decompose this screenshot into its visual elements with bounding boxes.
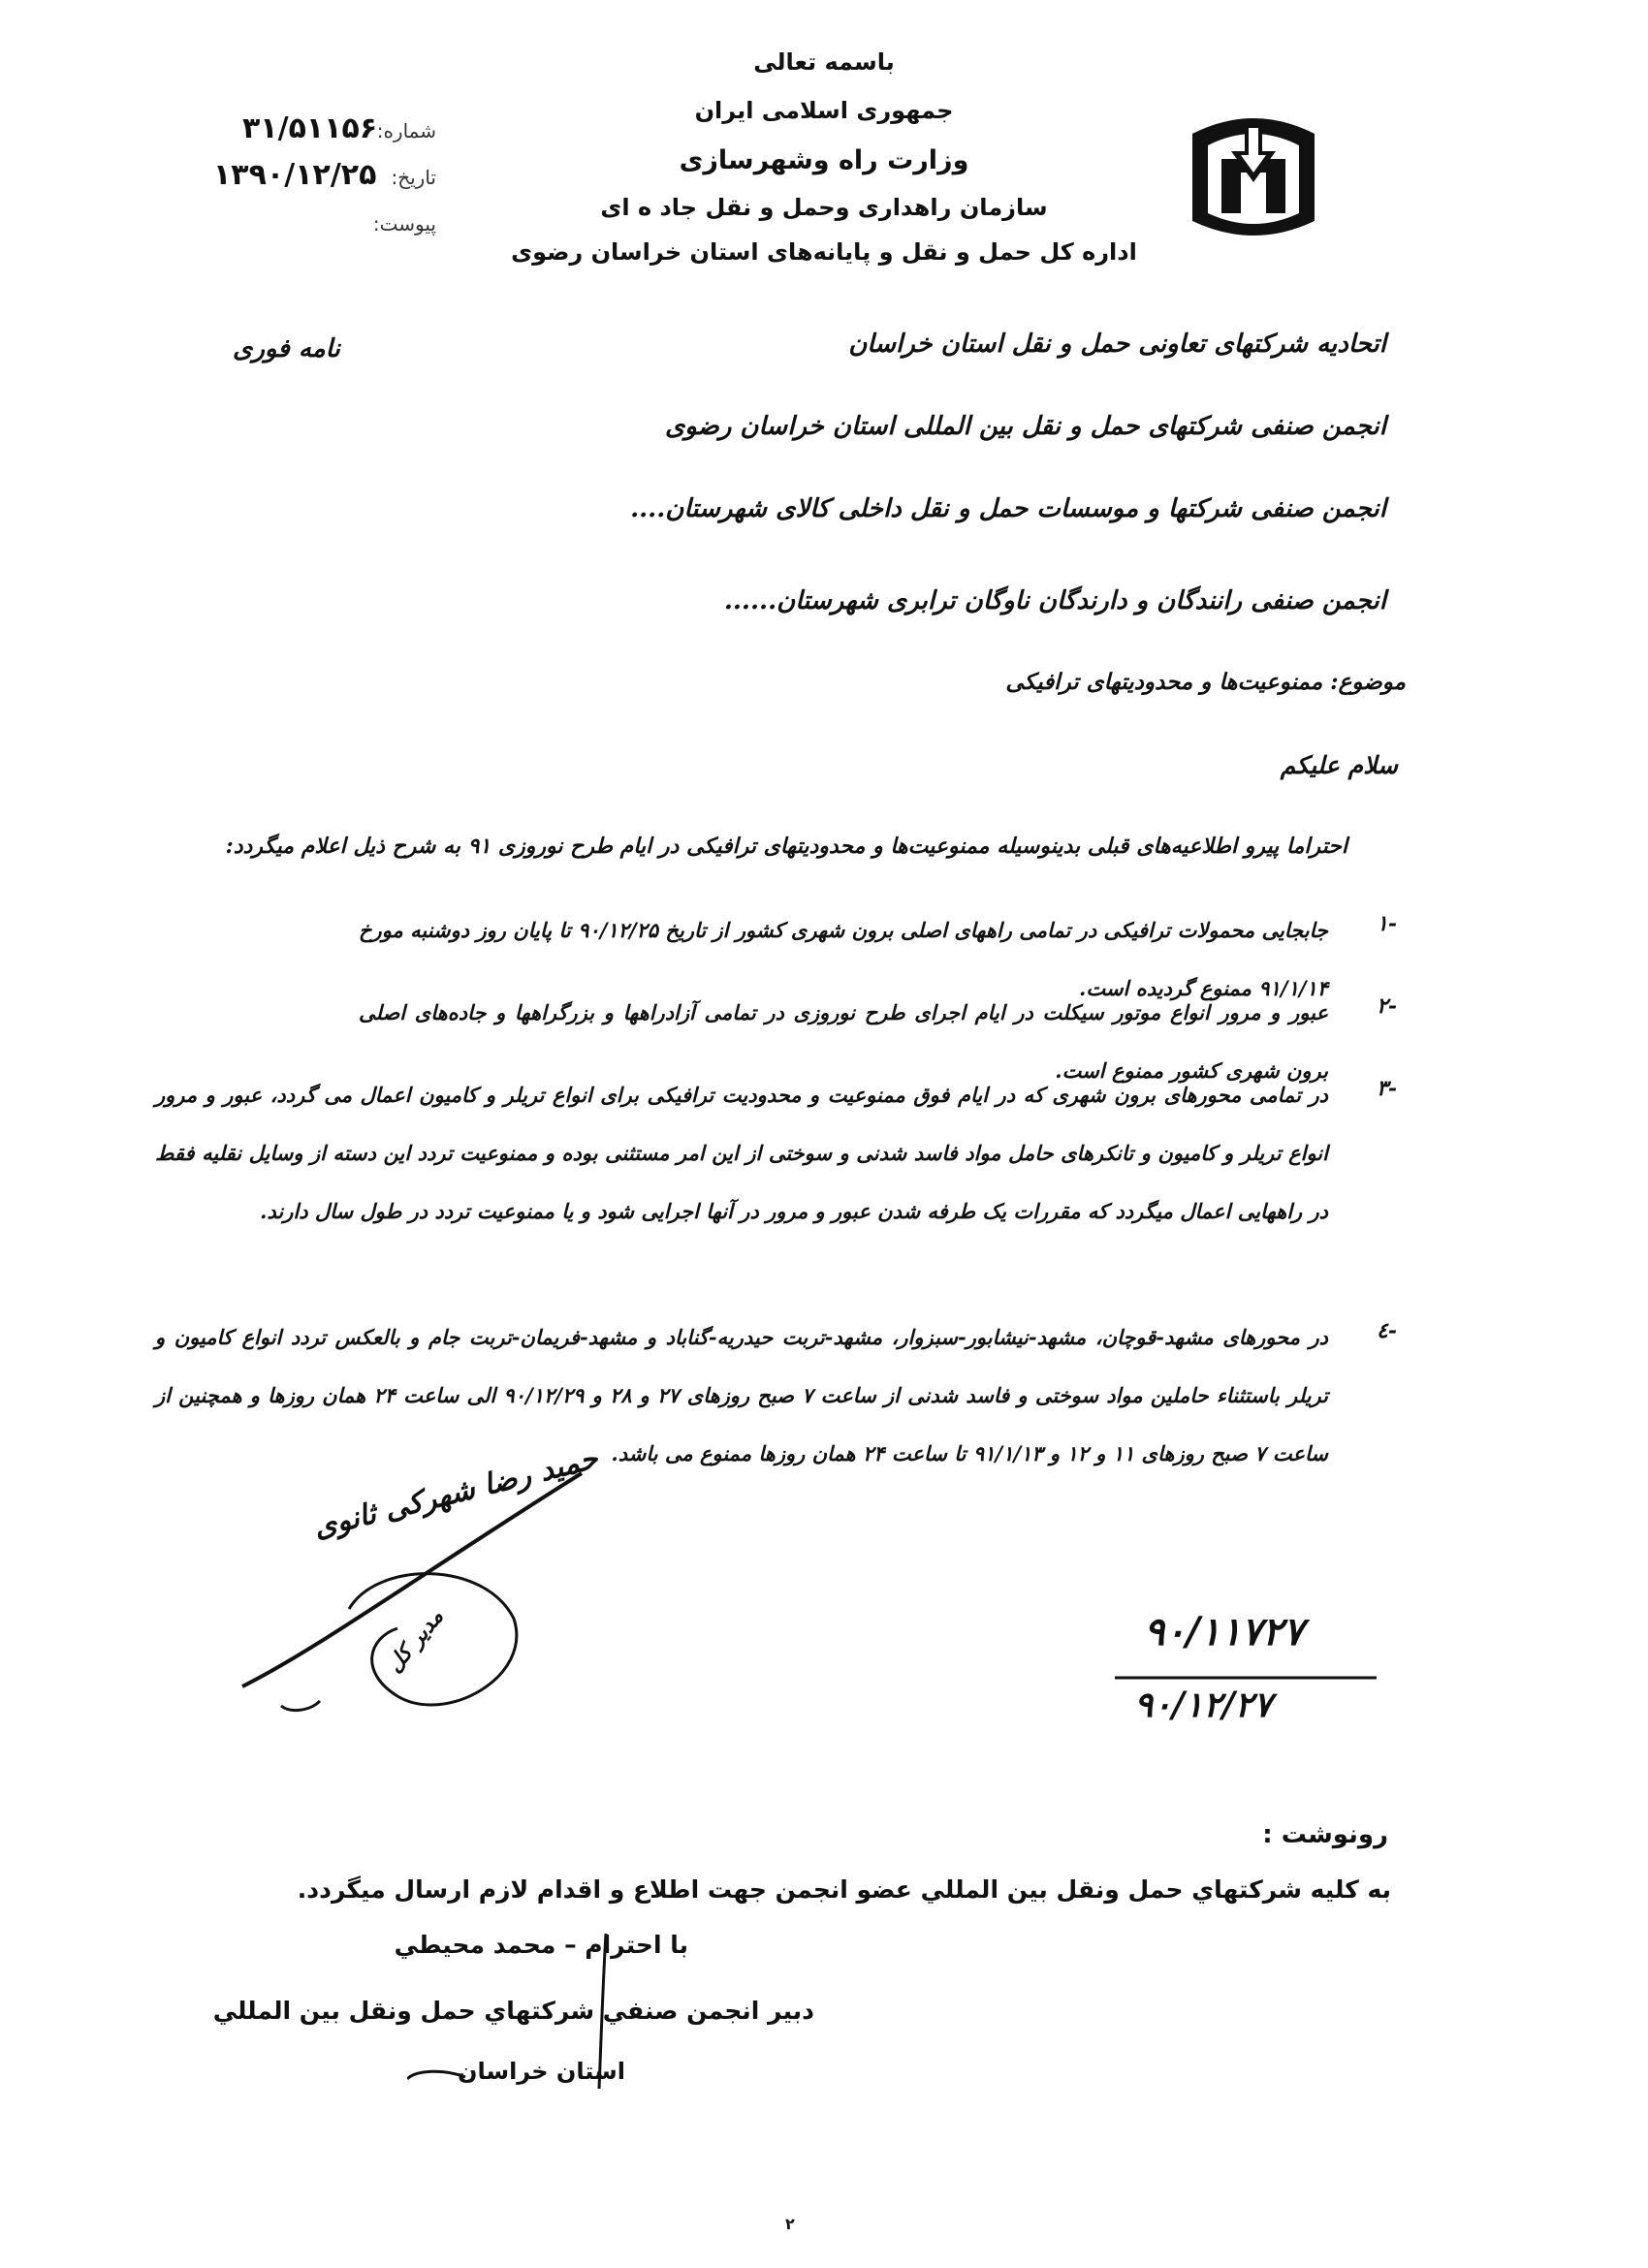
intro-paragraph: احتراما پیرو اطلاعیه‌های قبلی بدینوسیله ممنوعیت‌ها و محدودیتهای ترافیکی در ایام طرح نوروزی ۹۱ به شرح ذیل اعلام میگردد: [225, 834, 1347, 859]
signature-stroke-icon [233, 1464, 601, 1745]
item-3-text: در تمامی محورهای برون شهری که در ایام فوق ممنوعیت و محدودیت ترافیکی برای انواع تریلر و کامیون اعمال می گردد، عبور و مرور انواع تریلر و کامیون و تانکرهای حامل مواد فاسد شدنی و سوختی از این امر مستثنی بوده و ممنوعیت تردد این دسته از وسایل نقلیه فقط در راههایی اعمال میگردد که مقررات یک طرفه شدن عبور و مرور در آنها اجرایی شود و یا ممنوعیت تردد در طول سال دارند. [155, 1083, 1328, 1223]
ministry-name: وزارت راه وشهرسازی [679, 145, 969, 175]
recipient-4: انجمن صنفی رانندگان و دارندگان ناوگان ترابری شهرستان...... [723, 586, 1386, 615]
recipient-2: انجمن صنفی شرکتهای حمل و نقل بین المللی استان خراسان رضوی [664, 412, 1386, 441]
copy-signature-stroke-icon [407, 1924, 650, 2137]
item-1-text: جابجایی محمولات ترافیکی در تمامی راههای اصلی برون شهری کشور از تاریخ ۹۰/۱۲/۲۵ تا پایان روز دوشنبه مورخ ۹۱/۱/۱۴ ممنوع گردیده است. [359, 918, 1328, 1000]
organization-name: سازمان راهداری وحمل و نقل جاد ه ای [600, 194, 1048, 221]
item-4-number: ٤- [1377, 1318, 1397, 1343]
subject-line: موضوع: ممنوعیت‌ها و محدودیتهای ترافیکی [1005, 669, 1406, 695]
department-name: اداره کل حمل و نقل و پایانه‌های استان خراسان رضوی [511, 238, 1137, 266]
copy-province: استان خراسان [457, 2058, 625, 2085]
footer-mark: ٢ [785, 2215, 795, 2233]
date-label: تاریخ: [391, 166, 436, 189]
copy-heading: رونوشت : [1262, 1820, 1388, 1849]
logo-emblem-icon [1181, 105, 1326, 260]
organization-logo [1181, 105, 1326, 260]
receipt-stamp [1115, 1609, 1386, 1735]
urgency-note: نامه فوری [233, 334, 340, 363]
item-3-number: ۳- [1377, 1076, 1397, 1101]
number-label: شماره: [376, 119, 436, 142]
copy-regards: با احترام – محمد محيطي [394, 1931, 688, 1959]
receipt-date: ۹۰/۱۲/۲۷ [1134, 1685, 1273, 1725]
invocation: باسمه تعالی [753, 48, 895, 76]
greeting: سلام علیکم [1280, 751, 1398, 779]
letter-date: ۱۳۹۰/۱۲/۲۵ [213, 158, 377, 192]
receipt-divider-icon [1115, 1673, 1386, 1683]
recipient-3: انجمن صنفی شرکتها و موسسات حمل و نقل داخلی کالای شهرستان.... [630, 494, 1386, 523]
item-4-text: در محورهای مشهد-قوچان، مشهد-نیشابور-سبزوار، مشهد-تربت حیدریه-گناباد و مشهد-فریمان-تربت جام و بالعکس تردد انواع کامیون و تریلر باستثناء حاملین مواد سوختی و فاسد شدنی از ساعت ۷ صبح روزهای ۲۷ و ۲۸ و ۹۰/۱۲/۲۹ الی ساعت ۲۴ همان روزها و همچنین از ساعت ۷ صبح روزهای ۱۱ و ۱۲ و ۹۱/۱/۱۳ تا ساعت ۲۴ همان روزها ممنوع می باشد. [155, 1325, 1328, 1465]
signatory-name: حمید رضا شهرکی ثانوی [310, 1441, 602, 1545]
signatory-title: مدیر کل [381, 1604, 449, 1678]
item-2-number: ۲- [1377, 993, 1397, 1019]
recipient-1: اتحادیه شرکتهای تعاونی حمل و نقل استان خراسان [848, 330, 1386, 359]
letter-meta [194, 111, 446, 247]
letter-number: ۳۱/۵۱۱۵۶ [242, 111, 378, 145]
copy-secretary: دبير انجمن صنفي شرکتهاي حمل ونقل بين المللي [212, 1997, 814, 2025]
director-signature [233, 1441, 602, 1745]
item-2-text: عبور و مرور انواع موتور سیکلت در ایام اجرای طرح نوروزی در تمامی آزادراهها و بزرگراهها و جاده‌های اصلی برون شهری کشور ممنوع است. [359, 1000, 1328, 1083]
copy-text: به کليه شرکتهاي حمل ونقل بين المللي عضو انجمن جهت اطلاع و اقدام لازم ارسال ميگردد. [297, 1875, 1391, 1904]
attachment-label: پیوست: [372, 212, 436, 236]
receipt-number: ۹۰/۱۱۷۲۷ [1144, 1609, 1304, 1654]
country-name: جمهوری اسلامی ایران [694, 97, 954, 124]
item-1-number: ۱- [1377, 911, 1397, 936]
